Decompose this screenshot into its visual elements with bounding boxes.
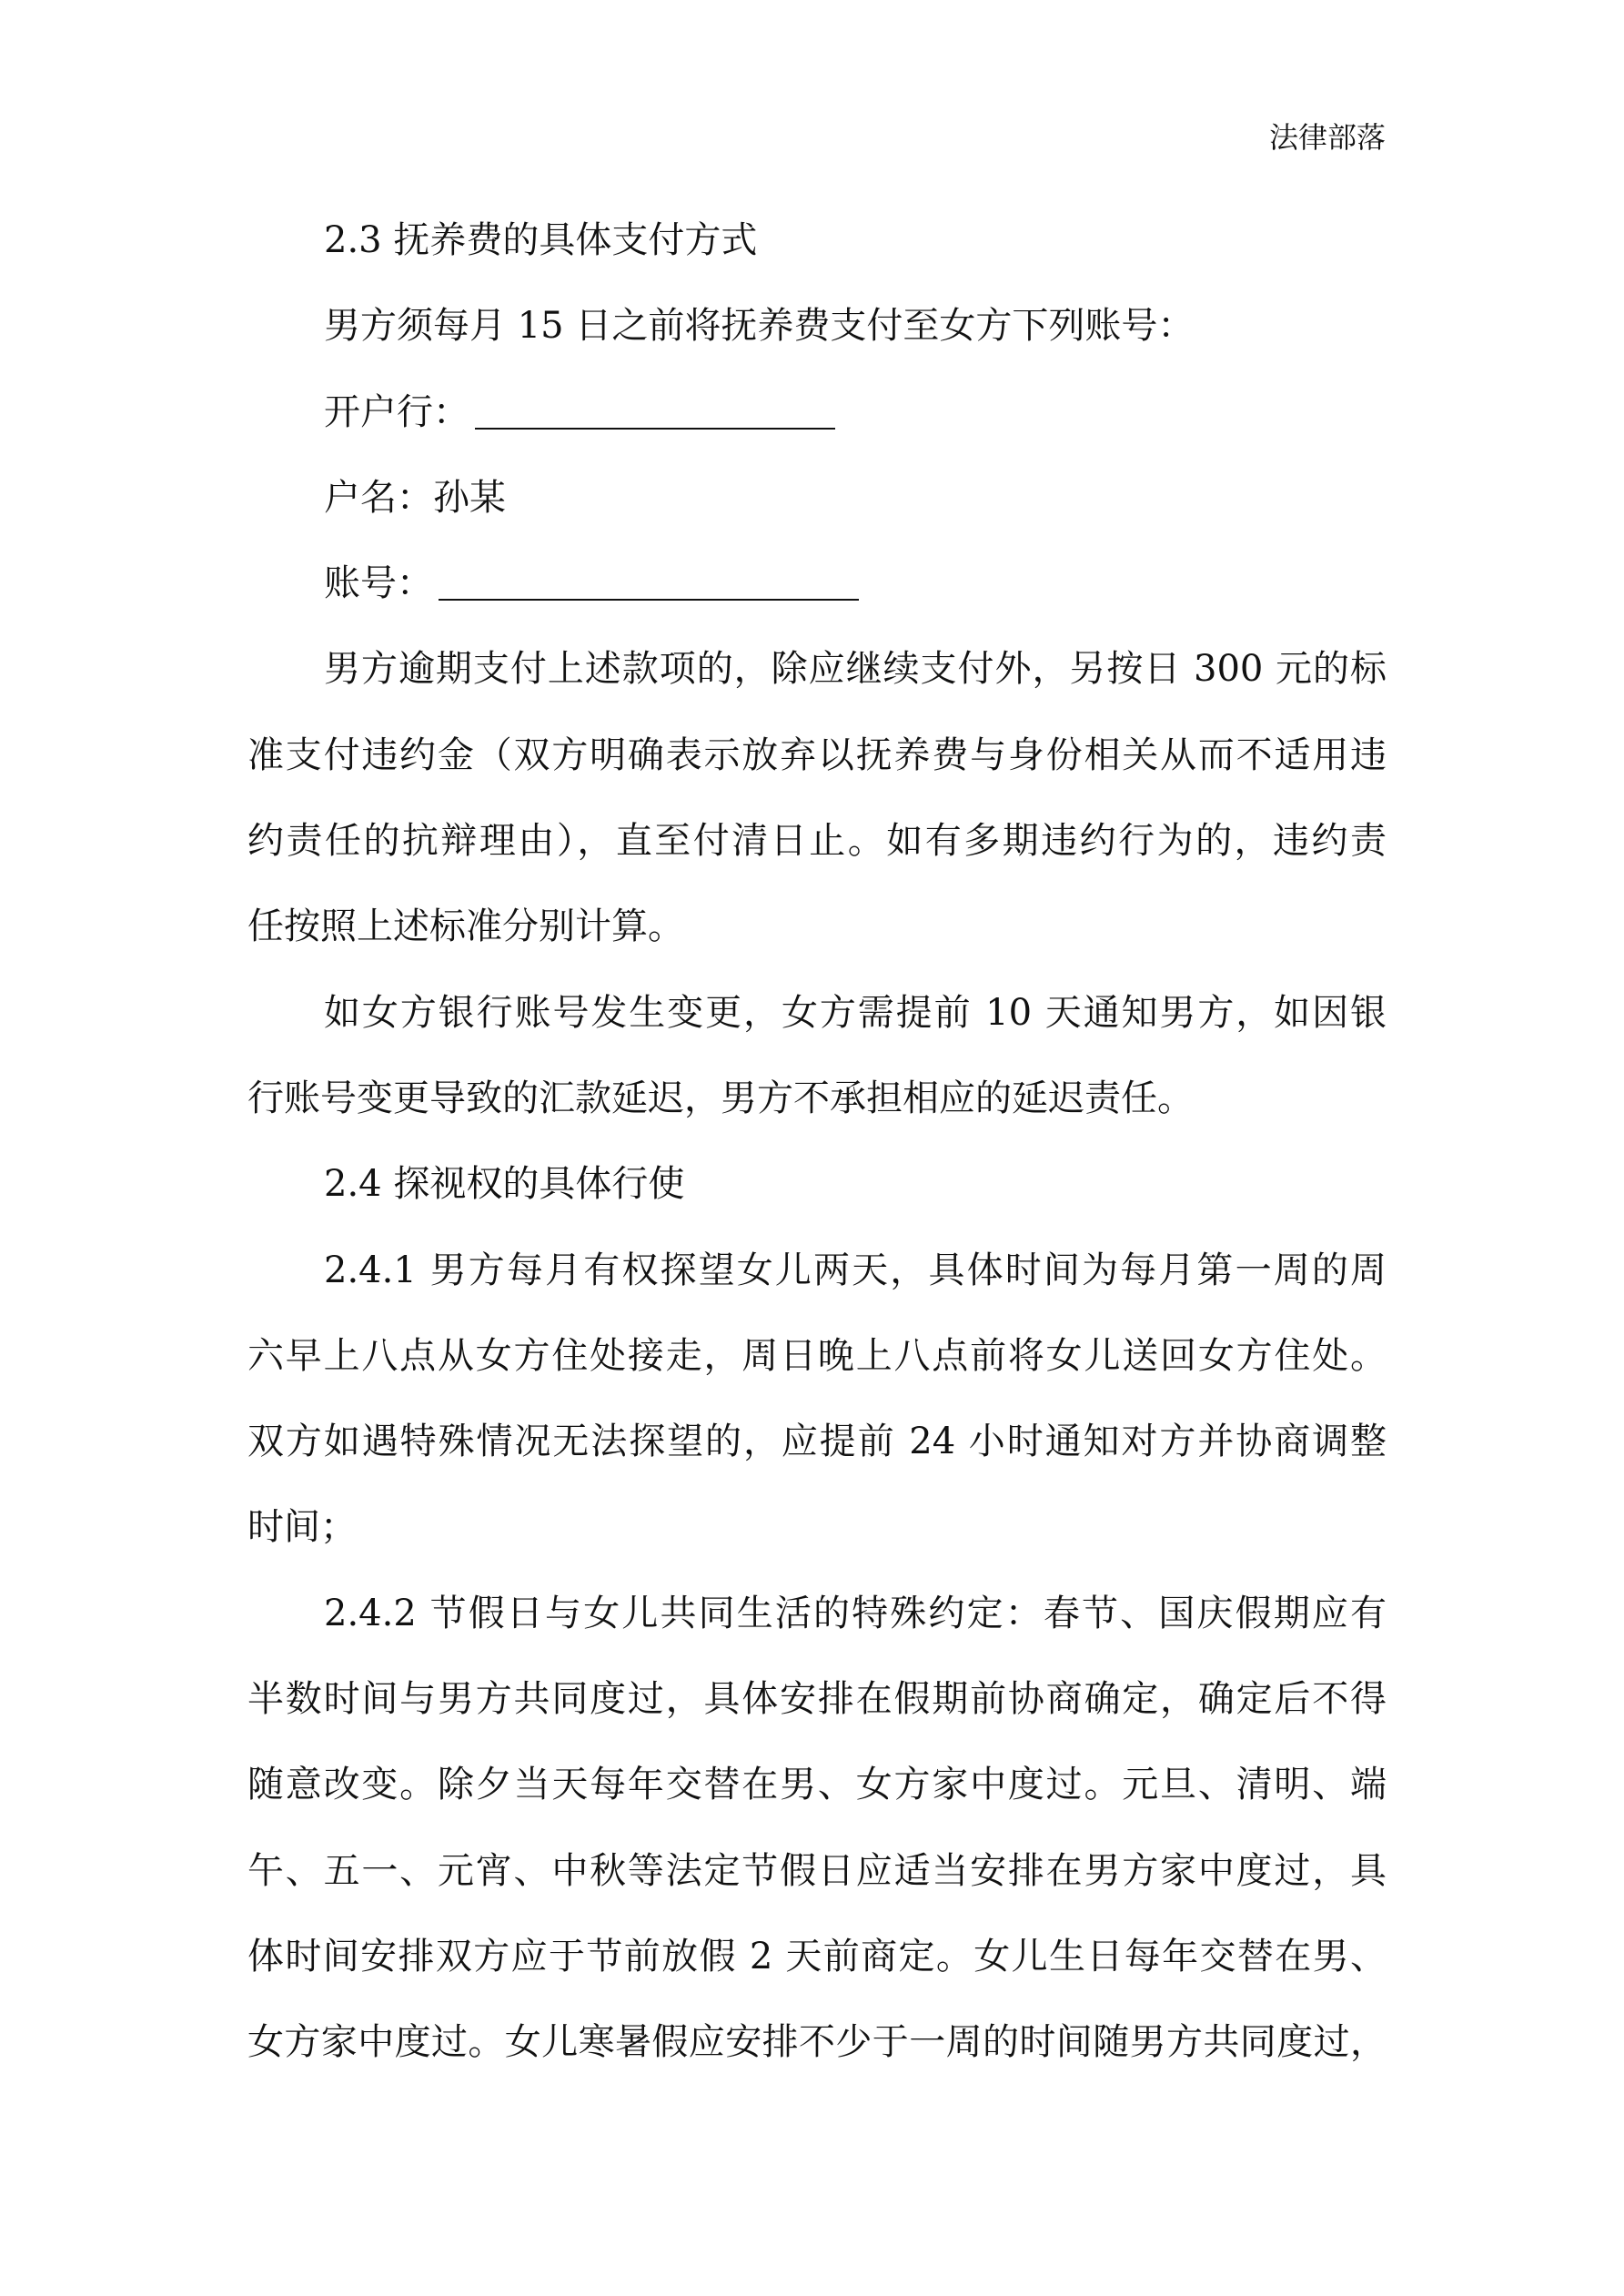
paragraph-line: 如女方银行账号发生变更，女方需提前 10 天通知男方，如因银 (324, 991, 1387, 1034)
paragraph-line: 2.4.2 节假日与女儿共同生活的特殊约定：春节、国庆假期应有 (324, 1592, 1387, 1634)
bank-blank (475, 400, 835, 430)
account-blank (439, 571, 859, 601)
account-change-paragraph (247, 970, 1387, 1142)
paragraph-line: 约责任的抗辩理由），直至付清日止。如有多期违约行为的，违约责 (247, 820, 1387, 863)
account-field (247, 541, 1387, 626)
section-2-3-title: 2.3 抚养费的具体支付方式 (324, 219, 758, 261)
late-payment-paragraph (247, 626, 1387, 969)
paragraph-line: 时间； (247, 1506, 357, 1549)
bank-field (247, 369, 1387, 455)
paragraph-line: 准支付违约金（双方明确表示放弃以抚养费与身份相关从而不适用违 (247, 733, 1387, 776)
account-name: 户名：孙某 (324, 476, 506, 519)
paragraph-line: 双方如遇特殊情况无法探望的，应提前 24 小时通知对方并协商调整 (247, 1421, 1387, 1463)
paragraph-line: 任按照上述标准分别计算。 (247, 905, 684, 948)
paragraph-line: 女方家中度过。女儿寒暑假应安排不少于一周的时间随男方共同度过， (247, 2021, 1387, 2064)
paragraph-line: 半数时间与男方共同度过，具体安排在假期前协商确定，确定后不得 (247, 1678, 1387, 1721)
payment-intro: 男方须每月 15 日之前将抚养费支付至女方下列账号： (324, 305, 1195, 348)
paragraph-line: 2.4.1 男方每月有权探望女儿两天，具体时间为每月第一周的周 (324, 1249, 1387, 1291)
paragraph-line: 行账号变更导致的汇款延迟，男方不承担相应的延迟责任。 (247, 1077, 1194, 1119)
document-body (247, 197, 1387, 2086)
paragraph-2-4-2 (247, 1571, 1387, 2086)
paragraph-line: 男方逾期支付上述款项的，除应继续支付外，另按日 300 元的标 (324, 648, 1387, 691)
account-label: 账号： (324, 562, 433, 605)
bank-label: 开户行： (324, 390, 469, 433)
section-2-4-title: 2.4 探视权的具体行使 (324, 1163, 685, 1206)
paragraph-2-4-1 (247, 1228, 1387, 1571)
header-brand: 法律部落 (1268, 120, 1386, 155)
paragraph-line: 体时间安排双方应于节前放假 2 天前商定。女儿生日每年交替在男、 (247, 1935, 1387, 1977)
paragraph-line: 午、五一、元宵、中秋等法定节假日应适当安排在男方家中度过，具 (247, 1849, 1387, 1892)
paragraph-line: 随意改变。除夕当天每年交替在男、女方家中度过。元旦、清明、端 (247, 1764, 1387, 1806)
paragraph-line: 六早上八点从女方住处接走，周日晚上八点前将女儿送回女方住处。 (247, 1334, 1387, 1377)
